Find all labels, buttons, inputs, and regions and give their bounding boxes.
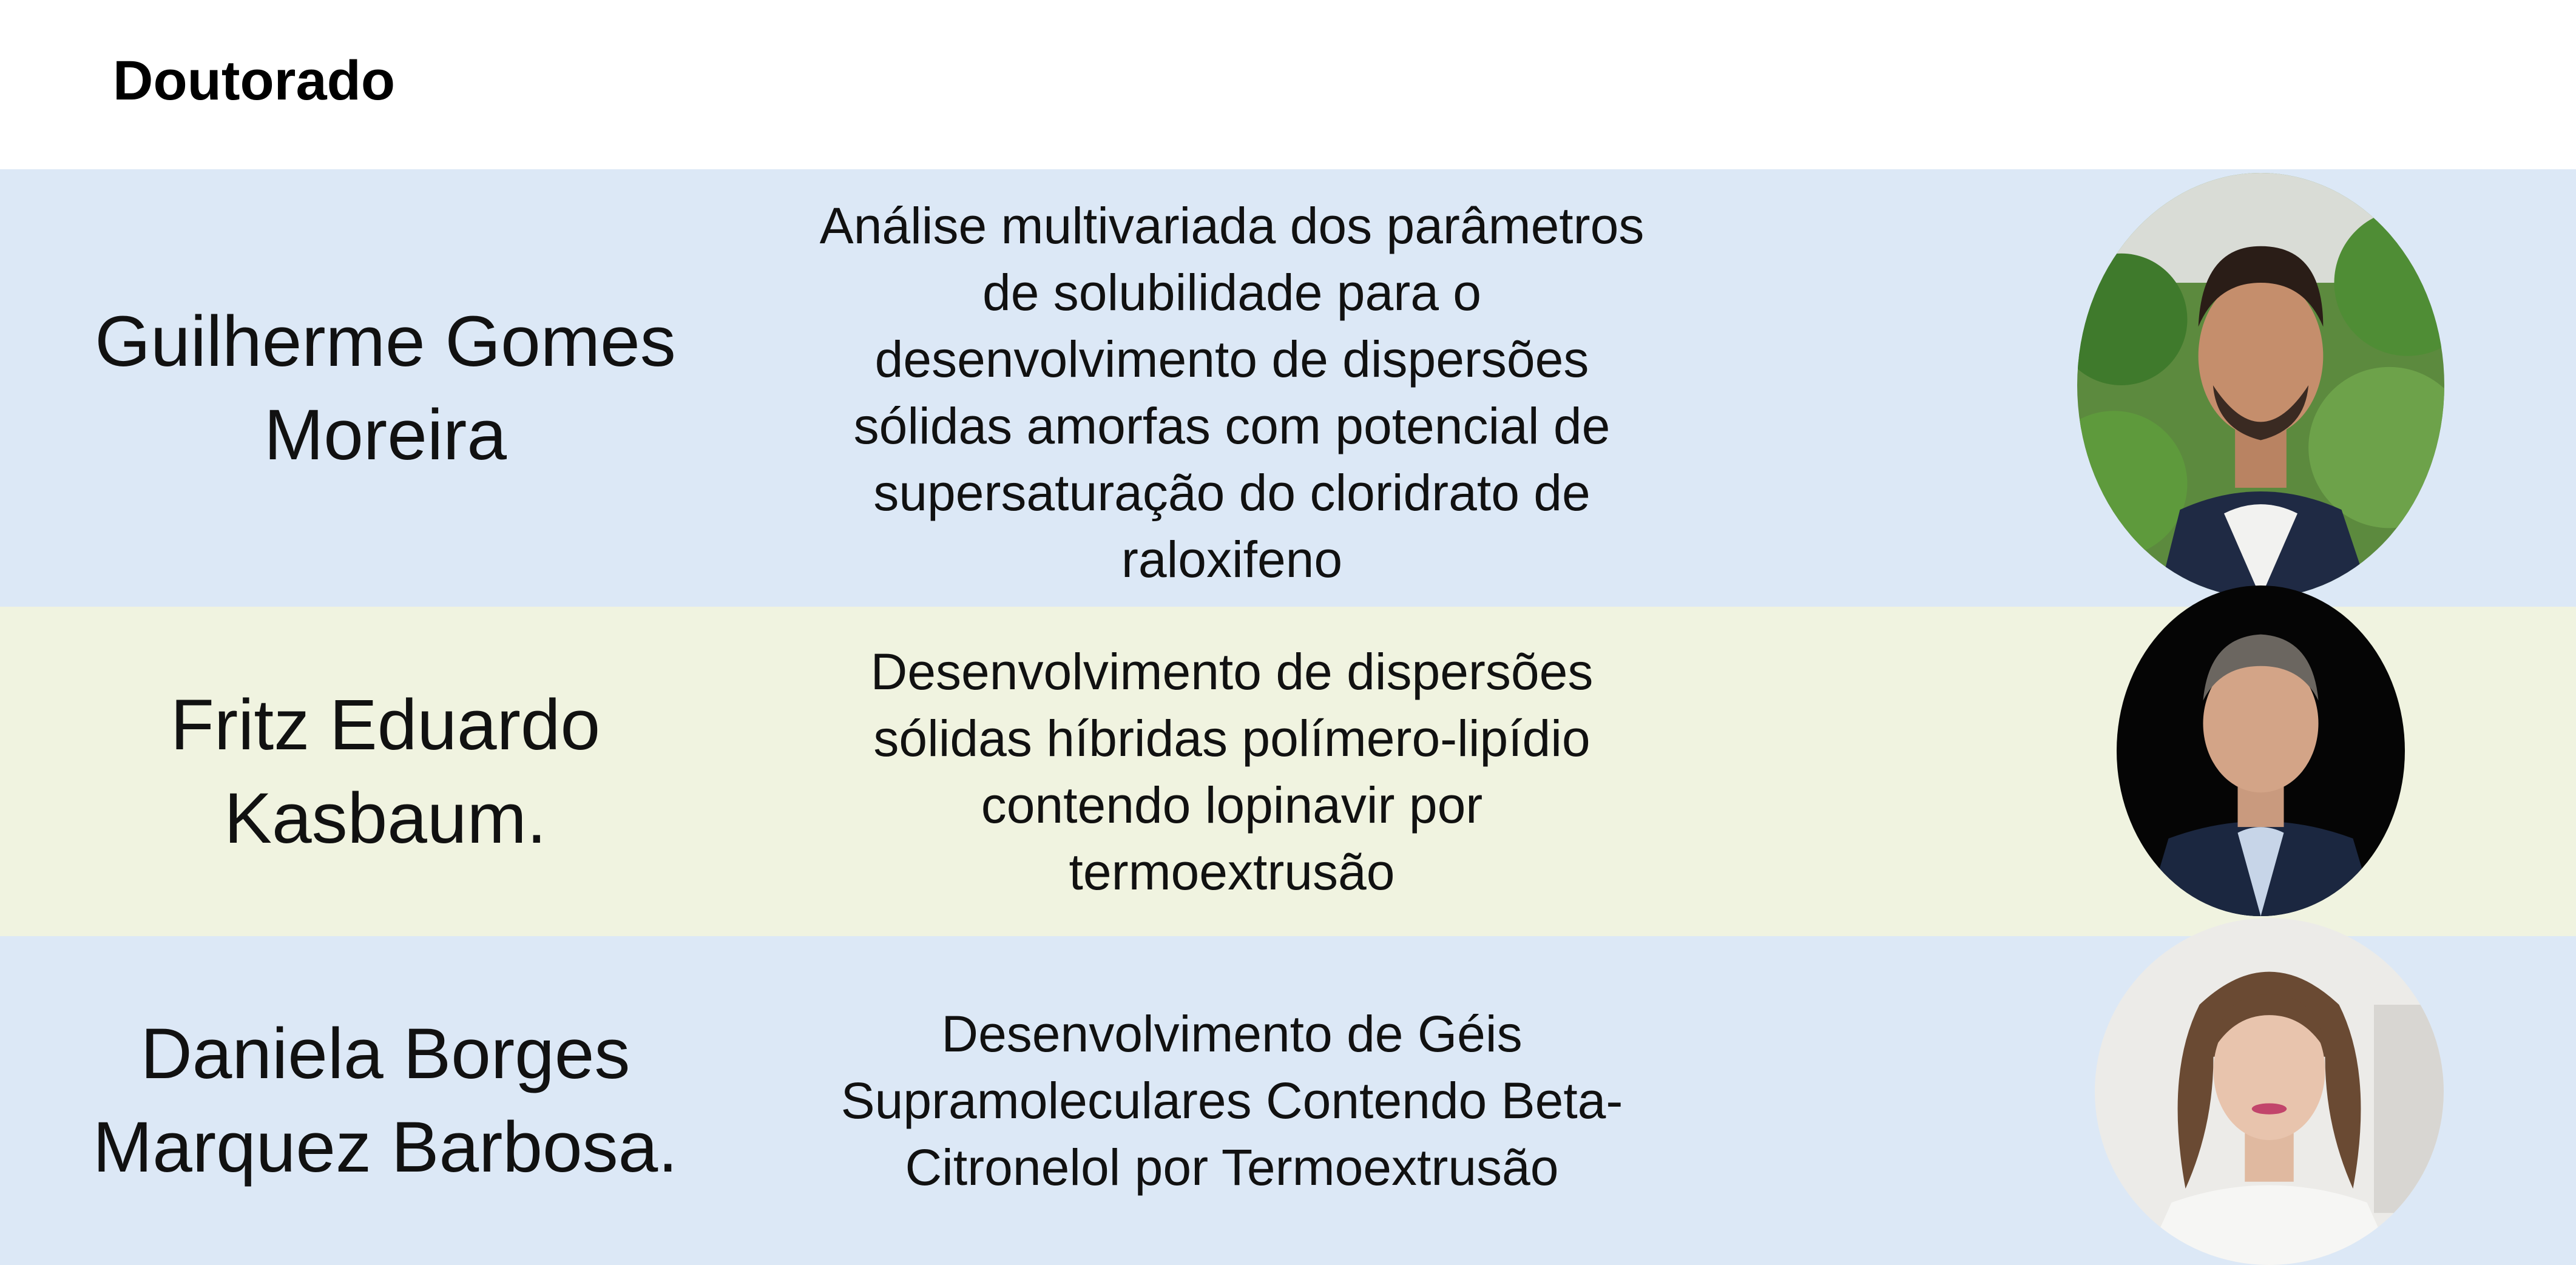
thesis-title-line: Citronelol por Termoextrusão bbox=[905, 1139, 1559, 1196]
thesis-title-line: de solubilidade para o bbox=[982, 264, 1481, 321]
student-photo-3 bbox=[2095, 918, 2444, 1265]
thesis-title-line: Supramoleculares Contendo Beta- bbox=[840, 1072, 1623, 1129]
thesis-title-line: termoextrusão bbox=[1069, 843, 1395, 900]
thesis-title-line: raloxifeno bbox=[1121, 531, 1343, 588]
thesis-title bbox=[746, 169, 1717, 607]
student-name-line: Daniela Borges bbox=[140, 1014, 630, 1094]
page-title: Doutorado bbox=[113, 49, 396, 112]
thesis-title-line: Desenvolvimento de Géis bbox=[941, 1005, 1523, 1062]
student-photo-2 bbox=[2117, 585, 2405, 916]
thesis-title bbox=[746, 607, 1717, 936]
thesis-title-line: sólidas híbridas polímero-lipídio bbox=[873, 709, 1591, 767]
student-photo-1 bbox=[2077, 173, 2444, 598]
student-name-line: Moreira bbox=[264, 394, 507, 475]
student-name-line: Marquez Barbosa. bbox=[92, 1107, 678, 1187]
thesis-title-line: sólidas amorfas com potencial de bbox=[853, 397, 1611, 454]
thesis-title-line: Análise multivariada dos parâmetros bbox=[819, 197, 1645, 254]
student-name-line: Guilherme Gomes bbox=[95, 301, 676, 382]
thesis-title bbox=[746, 936, 1717, 1265]
student-name-line: Kasbaum. bbox=[224, 778, 547, 859]
student-name-line: Fritz Eduardo bbox=[170, 684, 601, 765]
thesis-title-line: desenvolvimento de dispersões bbox=[874, 331, 1589, 388]
thesis-title-line: supersaturação do cloridrato de bbox=[873, 464, 1591, 521]
student-name bbox=[49, 936, 722, 1265]
thesis-title-line: Desenvolvimento de dispersões bbox=[870, 643, 1594, 700]
student-name bbox=[49, 607, 722, 936]
student-name bbox=[49, 169, 722, 607]
thesis-title-line: contendo lopinavir por bbox=[981, 776, 1483, 834]
